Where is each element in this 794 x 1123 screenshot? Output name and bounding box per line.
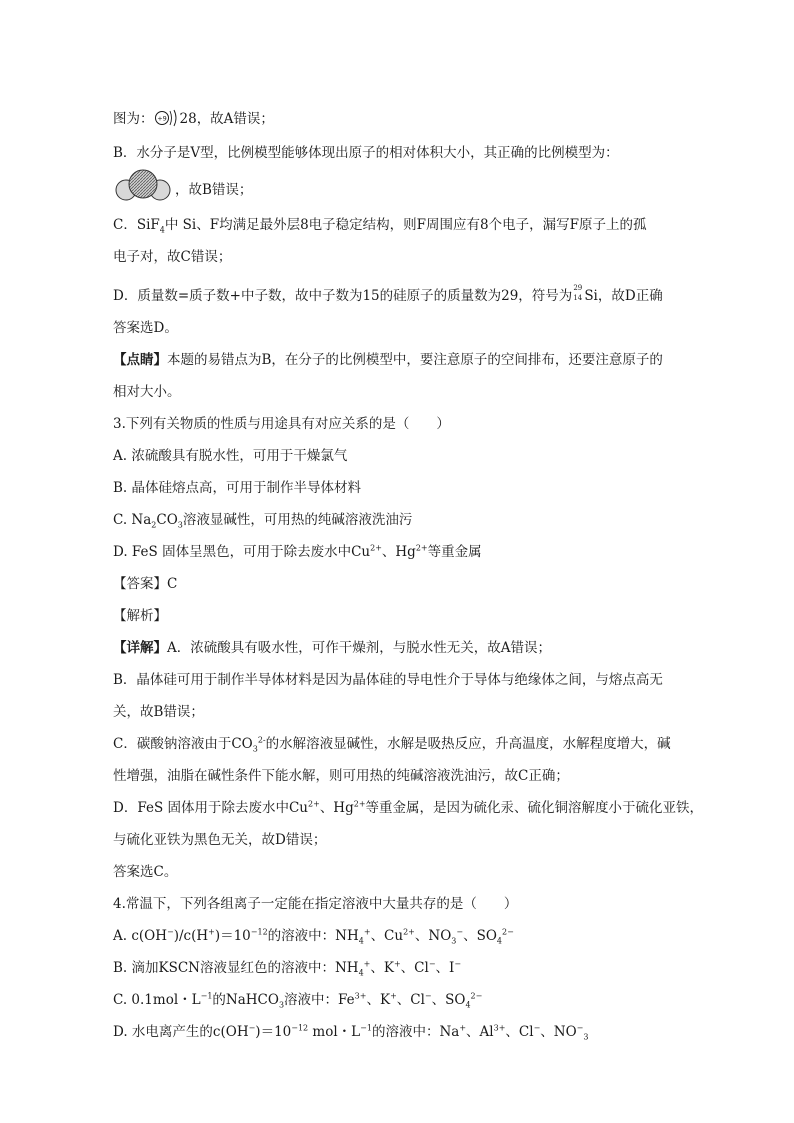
line-b-conclusion: ，故B错误；: [175, 182, 253, 198]
detail-c: C．碳酸钠溶液由于$CO_3^{2-}$的水解溶液显碱性，水解是吸热反应，升高温度，水解程度增大，碱: [113, 735, 671, 754]
line-atom-structure: [113, 108, 693, 129]
q3-option-a: A. 浓硫酸具有脱水性，可用于干燥氯气: [113, 448, 348, 464]
svg-text:+9: +9: [156, 114, 167, 123]
detail-d-cont: 与硫化亚铁为黑色无关，故D错误；: [113, 832, 327, 848]
detail-b: B．晶体硅可用于制作半导体材料是因为晶体硅的导电性介于导体与绝缘体之间，与熔点高无: [113, 672, 663, 688]
q4-option-b: B. 滴加KSCN溶液显红色的溶液中：$NH_4^+$、K+、Cl−、I−: [113, 959, 462, 978]
text: 28: [179, 111, 197, 127]
q4-option-c: C. 0.1mol・$L^{-1}$的NaHCO$_3$溶液中：$Fe^{3+}$、K+、Cl−、$SO_4^{2-}$: [113, 991, 483, 1010]
q3-option-b: B. 晶体硅熔点高，可用于制作半导体材料: [113, 480, 362, 496]
detail-c-cont: 性增强，油脂在碱性条件下能水解，则可用热的纯碱溶液洗油污，故C正确；: [113, 768, 569, 784]
water-ball-model-icon: [113, 168, 173, 202]
text: ，故A错误；: [196, 111, 274, 127]
q4-option-a: A. $c(OH^-)/c(H^+)=10^{-12}$的溶液中：$NH_4^+$、$Cu^{2+}$、$NO_3^-$、$SO_4^{2-}$: [113, 927, 514, 946]
answer-c: 答案选C。: [113, 864, 178, 880]
detail-d: D．FeS 固体用于除去废水中$Cu^{2+}$、$Hg^{2+}$等重金属，是因为硫化汞、硫化铜溶解度小于硫化亚铁，: [113, 799, 704, 816]
atom-structure-diagram: [154, 108, 180, 128]
line-b-water: B．水分子是V型，比例模型能够体现出原子的相对体积大小，其正确的比例模型为：: [113, 145, 619, 161]
line-c-sif4: C．SiF$_4$中 Si、F均满足最外层8电子稳定结构，则F周围应有8个电子，漏写F原子上的孤: [113, 217, 647, 235]
analysis-label: 【解析】: [113, 608, 167, 624]
detail-a: 【详解】A．浓硫酸具有吸水性，可作干燥剂，与脱水性无关，故A错误；: [113, 640, 551, 656]
q3-option-d: D. FeS 固体呈黑色，可用于除去废水中$Cu^{2+}$、$Hg^{2+}$等重金属: [113, 543, 482, 560]
text: 图为：: [113, 111, 154, 127]
line-c-conclusion: 电子对，故C错误；: [113, 249, 232, 265]
q4-option-d: D. 水电离产生的$c(OH^-)=10^{-12}$ mol・$L^{-1}$的溶液中：Na+、$Al^{3+}$、Cl−、$NO^-_3$: [113, 1023, 589, 1042]
line-d-isotope: D．质量数=质子数+中子数，故中子数为15的硅原子的质量数为29，符号为 29 14 Si，故D正确: [113, 284, 663, 304]
answer-label: 【答案】C: [113, 576, 178, 592]
line-tip-cont: 相对大小。: [113, 384, 181, 400]
q3-option-c: C. $Na_2CO_3$溶液显碱性，可用热的纯碱溶液洗油污: [113, 512, 413, 530]
detail-b-cont: 关，故B错误；: [113, 704, 204, 720]
isotope-notation: 29 14: [573, 284, 583, 302]
question-4: 4.常温下，下列各组离子一定能在指定溶液中大量共存的是（ ）: [113, 896, 518, 912]
line-answer-d: 答案选D。: [113, 320, 178, 336]
line-tip: 【点睛】本题的易错点为B，在分子的比例模型中，要注意原子的空间排布，还要注意原子的: [113, 352, 663, 368]
question-3: 3.下列有关物质的性质与用途具有对应关系的是（ ）: [113, 416, 450, 432]
